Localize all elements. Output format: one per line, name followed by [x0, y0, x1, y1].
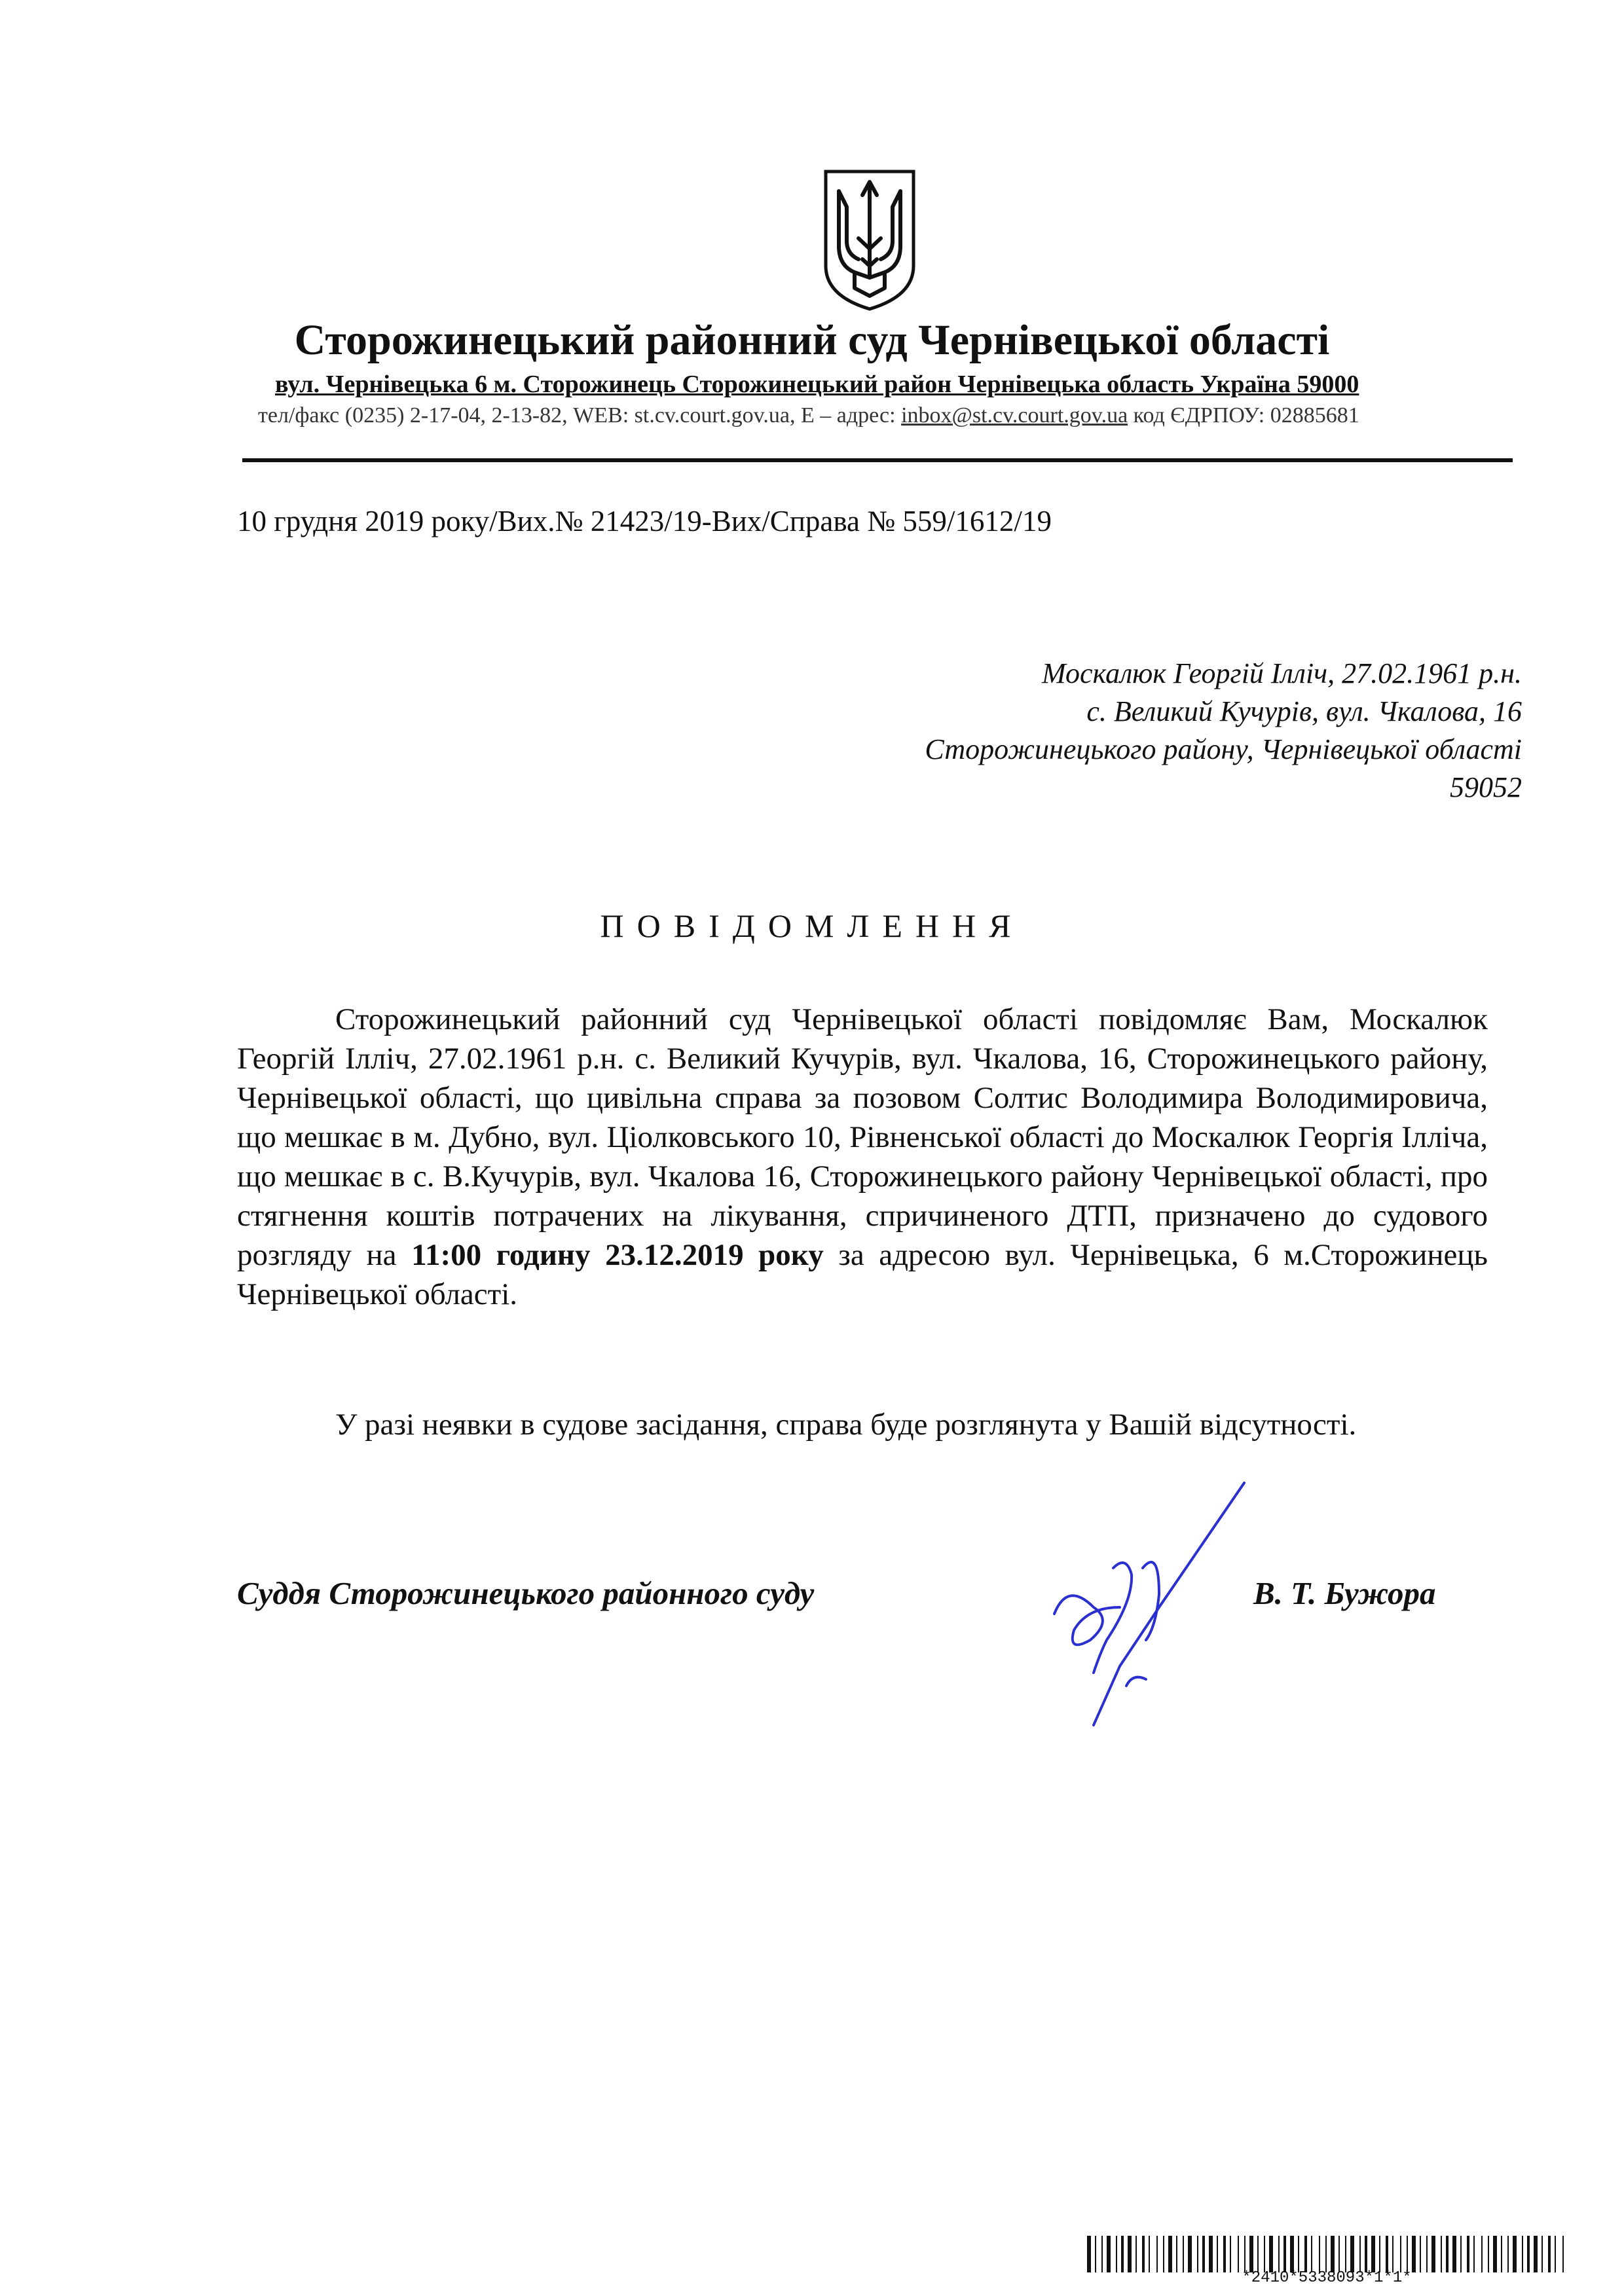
barcode-bar [1298, 2236, 1299, 2272]
barcode-bar [1325, 2236, 1327, 2272]
barcode-bar [1168, 2236, 1172, 2272]
barcode-bar [1278, 2236, 1280, 2272]
document-title: ПОВІДОМЛЕННЯ [600, 907, 1024, 944]
barcode-bar [1264, 2236, 1265, 2272]
barcode-bar [1209, 2236, 1213, 2272]
recipient-address-line: с. Великий Кучурів, вул. Чкалова, 16 [1086, 695, 1522, 727]
barcode-bar [1304, 2236, 1307, 2272]
barcode-bar [1345, 2236, 1346, 2272]
barcode-bar [1202, 2236, 1205, 2272]
barcode-bar [1371, 2236, 1375, 2272]
barcode-bar [1431, 2236, 1435, 2272]
barcode-bar [1176, 2236, 1177, 2272]
hearing-datetime: 11:00 годину 23.12.2019 року [411, 1238, 824, 1272]
barcode-bar [1467, 2236, 1469, 2272]
contacts-prefix: тел/факс (0235) 2-17-04, 2-13-82, WEB: st.cv.court.gov.ua, E – адрес: [258, 403, 902, 428]
barcode-bar [1331, 2236, 1335, 2272]
barcode-bar [1311, 2236, 1312, 2272]
barcode-bar [1095, 2236, 1096, 2272]
barcode-bar [1488, 2236, 1489, 2272]
court-contacts [258, 403, 1359, 428]
barcode-bar [1197, 2236, 1198, 2272]
barcode-bar [1269, 2236, 1273, 2272]
handwritten-signature [1028, 1476, 1264, 1732]
recipient-region-line: Сторожинецького району, Чернівецької області [925, 733, 1522, 765]
barcode-bar [1163, 2236, 1164, 2272]
barcode-bar [1290, 2236, 1294, 2272]
header-divider [242, 458, 1513, 462]
barcode-bar [1426, 2236, 1428, 2272]
barcode-bar [1392, 2236, 1393, 2272]
barcode [1087, 2236, 1566, 2272]
barcode-bar [1407, 2236, 1408, 2272]
barcode-bar [1338, 2236, 1340, 2272]
barcode-bar [1283, 2236, 1286, 2272]
barcode-bar [1460, 2236, 1462, 2272]
barcode-bar [1217, 2236, 1218, 2272]
barcode-bar [1121, 2236, 1124, 2272]
judge-name: В. Т. Бужора [1253, 1575, 1436, 1611]
barcode-number: *2410*5338093*1*1* [1242, 2269, 1412, 2287]
barcode-bar [1446, 2236, 1449, 2272]
barcode-bar [1513, 2236, 1517, 2272]
barcode-bar [1541, 2236, 1543, 2272]
barcode-bar [1501, 2236, 1502, 2272]
barcode-bar [1101, 2236, 1103, 2272]
barcode-bar [1420, 2236, 1421, 2272]
barcode-bar [1534, 2236, 1538, 2272]
barcode-bar [1507, 2236, 1509, 2272]
barcode-bar [1493, 2236, 1497, 2272]
barcode-bar [1412, 2236, 1416, 2272]
court-email-link[interactable]: inbox@st.cv.court.gov.ua [901, 403, 1128, 428]
recipient-block [925, 655, 1522, 807]
absence-warning-text: У разі неявки в судове засідання, справа буде розглянута у Вашій відсутності. [335, 1408, 1357, 1442]
barcode-bar [1257, 2236, 1259, 2272]
barcode-bar [1230, 2236, 1231, 2272]
notice-address-text: за адресою вул. Чернівецька, 6 м.Сторожинець Чернівецької області. [237, 1238, 1488, 1311]
barcode-bar [1562, 2236, 1564, 2272]
court-address: вул. Чернівецька 6 м. Сторожинець Сторожинецький район Чернівецька область Україна 59000 [275, 371, 1359, 398]
notice-paragraph [237, 1000, 1488, 1314]
barcode-bar [1481, 2236, 1483, 2272]
barcode-bar [1249, 2236, 1253, 2272]
barcode-bar [1116, 2236, 1117, 2272]
judge-position: Суддя Сторожинецького районного суду [237, 1575, 815, 1611]
barcode-bar [1548, 2236, 1551, 2272]
barcode-bar [1183, 2236, 1184, 2272]
barcode-bar [1142, 2236, 1145, 2272]
notice-text: Сторожинецький районний суд Чернівецької області повідомляє Вам, Москалюк Георгій Ілліч, 27.02.1961 р.н. с. Великий Кучурів, вул. Чкалова, 16, Сторожинецького району, Чернівецької області, що цивільна справа за позовом Солтис Володимира Володимировича, що мешкає в м. Дубно, вул. Ціолковського 10, Рівненської області до Москалюк Георгія Ілліча, що мешкає в с. В.Кучурів, вул. Чкалова 16, Сторожинецького району Чернівецької області, про стягнення коштів потрачених на лікування, спричиненого ДТП, призначено до судового розгляду на [237, 1002, 1488, 1272]
barcode-bar [1135, 2236, 1137, 2272]
barcode-bar [1244, 2236, 1246, 2272]
barcode-bar [1319, 2236, 1320, 2272]
barcode-bar [1188, 2236, 1192, 2272]
court-name-heading: Сторожинецький районний суд Чернівецької області [294, 316, 1330, 364]
barcode-bar [1386, 2236, 1388, 2272]
trident-coat-of-arms-icon [821, 168, 919, 313]
barcode-bar [1473, 2236, 1475, 2272]
barcode-bar [1527, 2236, 1530, 2272]
absence-warning-paragraph [237, 1405, 1488, 1444]
barcode-bar [1452, 2236, 1456, 2272]
barcode-bar [1087, 2236, 1091, 2272]
recipient-postcode: 59052 [1450, 771, 1522, 803]
barcode-bar [1149, 2236, 1150, 2272]
barcode-bar [1238, 2236, 1239, 2272]
barcode-bar [1107, 2236, 1111, 2272]
barcode-bar [1156, 2236, 1158, 2272]
barcode-bar [1400, 2236, 1401, 2272]
barcode-bar [1441, 2236, 1442, 2272]
outgoing-reference-line: 10 грудня 2019 року/Вих.№ 21423/19-Вих/Справа № 559/1612/19 [237, 505, 1052, 538]
contacts-suffix: код ЄДРПОУ: 02885681 [1128, 403, 1359, 428]
barcode-bar [1379, 2236, 1380, 2272]
recipient-name-line: Москалюк Георгій Ілліч, 27.02.1961 р.н. [1042, 657, 1522, 689]
barcode-bar [1522, 2236, 1523, 2272]
barcode-bar [1555, 2236, 1556, 2272]
barcode-bar [1350, 2236, 1354, 2272]
barcode-bar [1223, 2236, 1226, 2272]
barcode-bar [1128, 2236, 1132, 2272]
barcode-bar [1365, 2236, 1367, 2272]
barcode-bar [1359, 2236, 1361, 2272]
